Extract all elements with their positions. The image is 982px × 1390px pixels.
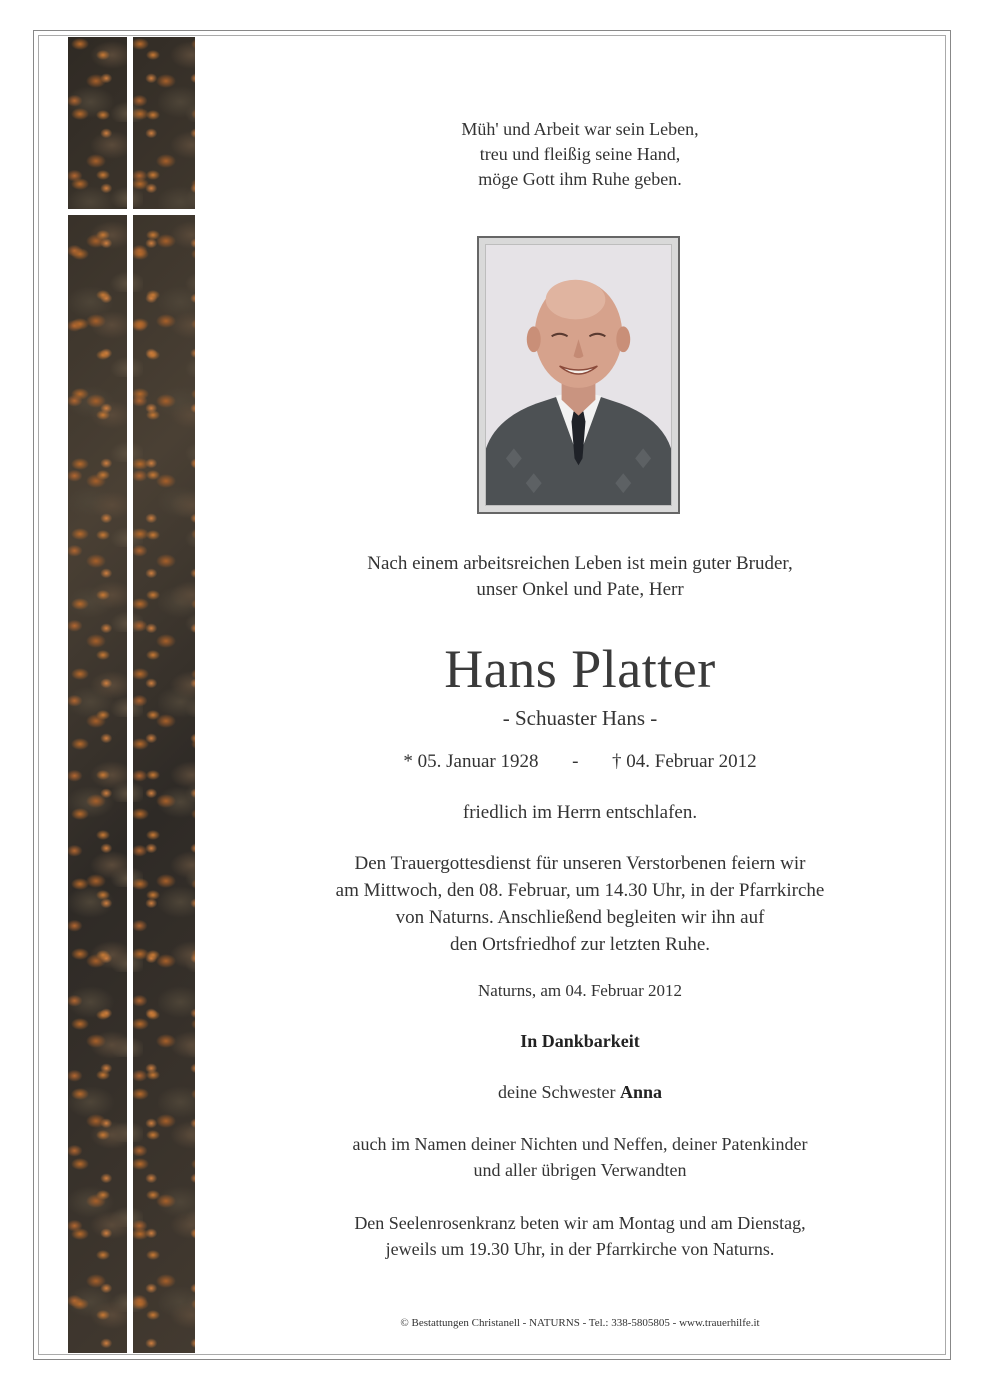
- peace-text: friedlich im Herrn entschlafen.: [462, 802, 698, 823]
- date-separator: -: [572, 751, 579, 772]
- sister-name: Anna: [619, 1082, 662, 1102]
- life-dates: [200, 749, 960, 775]
- relatives-text: [200, 1131, 960, 1183]
- quote-line: treu und fleißig seine Hand,: [479, 144, 681, 164]
- cross-vertical-bar: [127, 37, 133, 1353]
- birth-date: * 05. Januar 1928: [403, 751, 539, 772]
- portrait-photo: [486, 245, 671, 505]
- cross-horizontal-bar: [68, 209, 195, 215]
- memorial-quote: [200, 117, 960, 192]
- sister-line: [200, 1080, 960, 1104]
- service-line: den Ortsfriedhof zur letzten Ruhe.: [449, 934, 711, 955]
- service-line: von Naturns. Anschließend begleiten wir ihn auf: [395, 907, 765, 928]
- sister-prefix: deine Schwester: [498, 1082, 620, 1102]
- portrait-frame: [477, 236, 680, 514]
- portrait-illustration: [486, 245, 671, 505]
- quote-line: möge Gott ihm Ruhe geben.: [478, 169, 682, 189]
- deceased-name: Hans Platter: [444, 639, 716, 699]
- relatives-line: auch im Namen deiner Nichten und Neffen, deiner Patenkinder: [352, 1134, 808, 1154]
- place-and-date: Naturns, am 04. Februar 2012: [478, 981, 682, 1000]
- service-line: Den Trauergottesdienst für unseren Verstorbenen feiern wir: [354, 853, 806, 874]
- intro-line: unser Onkel und Pate, Herr: [476, 579, 684, 600]
- intro-text: [200, 551, 960, 603]
- relatives-line: und aller übrigen Verwandten: [473, 1160, 687, 1180]
- rosary-line: jeweils um 19.30 Uhr, in der Pfarrkirche von Naturns.: [385, 1239, 775, 1259]
- death-date: † 04. Februar 2012: [612, 751, 757, 772]
- rosary-line: Den Seelenrosenkranz beten wir am Montag und am Dienstag,: [354, 1213, 806, 1233]
- funeral-service-text: [200, 850, 960, 958]
- service-line: am Mittwoch, den 08. Februar, um 14.30 Uhr, in der Pfarrkirche: [335, 880, 825, 901]
- rosary-text: [200, 1210, 960, 1262]
- footer-credit: © Bestattungen Christanell - NATURNS - Tel.: 338-5805805 - www.trauerhilfe.it: [400, 1317, 760, 1329]
- quote-line: Müh' und Arbeit war sein Leben,: [461, 119, 699, 139]
- deceased-nickname: - Schuaster Hans -: [502, 706, 658, 730]
- intro-line: Nach einem arbeitsreichen Leben ist mein guter Bruder,: [367, 553, 793, 574]
- thanks-heading: In Dankbarkeit: [520, 1031, 640, 1051]
